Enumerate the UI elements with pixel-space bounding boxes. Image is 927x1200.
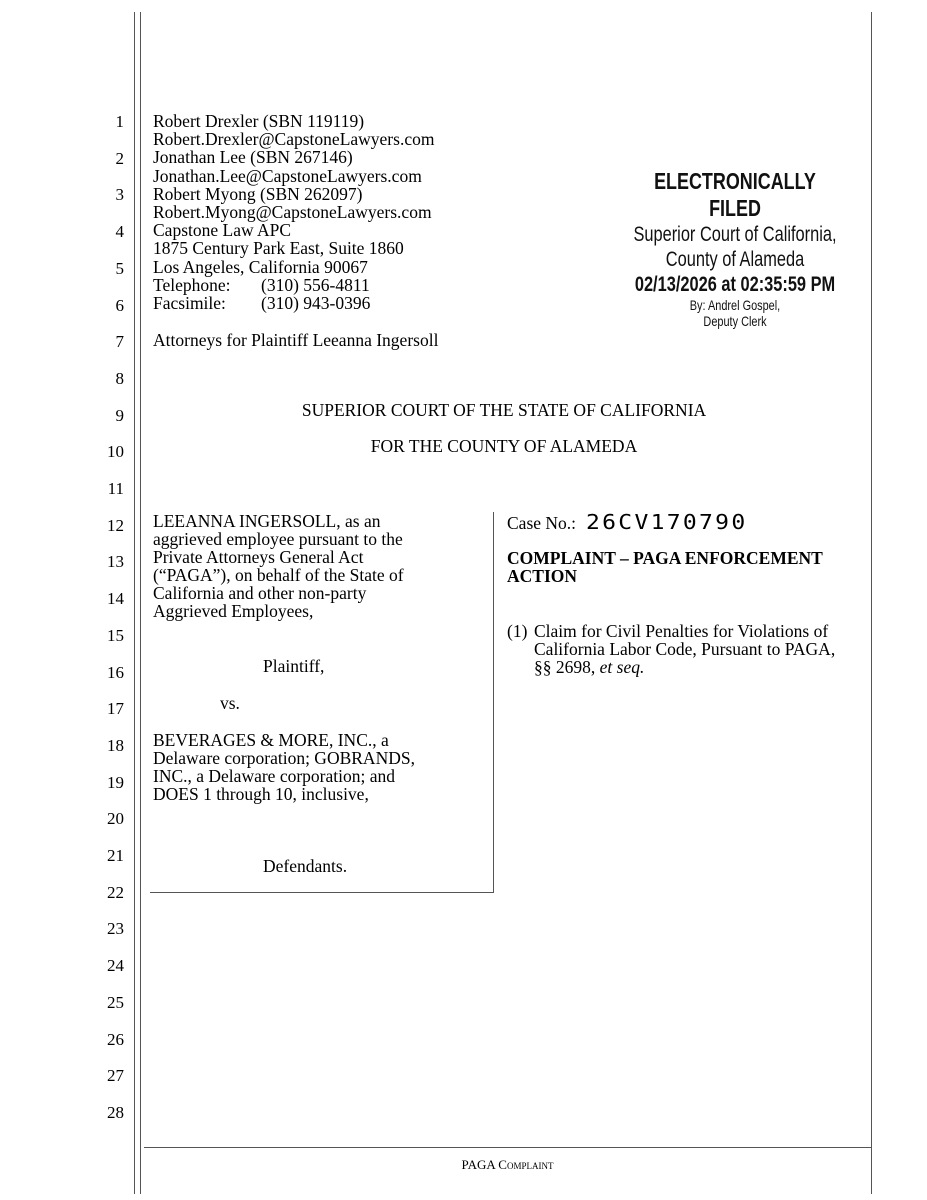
case-number-label: Case No.: — [507, 513, 577, 533]
line-number: 12 — [107, 515, 124, 535]
plaintiff-label: Plaintiff, — [263, 656, 325, 676]
defendants-label: Defendants. — [263, 856, 348, 876]
line-number: 24 — [107, 956, 124, 976]
defendant-line: BEVERAGES & MORE, INC., a — [153, 730, 389, 750]
telephone-line: Telephone: (310) 556-4811 — [153, 274, 370, 295]
line-number: 5 — [115, 258, 124, 278]
line-number: 3 — [115, 185, 124, 205]
plaintiff-line: LEEANNA INGERSOLL, as an — [153, 511, 381, 531]
claim-number: (1) — [507, 621, 528, 641]
line-number: 14 — [107, 589, 124, 609]
line-number: 15 — [107, 625, 124, 645]
defendant-line: DOES 1 through 10, inclusive, — [153, 784, 369, 804]
line-number: 25 — [107, 992, 124, 1012]
attorney-line: Robert Myong (SBN 262097) — [153, 183, 363, 204]
court-county: FOR THE COUNTY OF ALAMEDA — [370, 436, 638, 456]
claim-line: §§ 2698, et seq. — [534, 657, 645, 677]
case-number: 26CV170790 — [586, 510, 748, 534]
defendant-line: Delaware corporation; GOBRANDS, — [153, 748, 415, 768]
claim-line: California Labor Code, Pursuant to PAGA, — [534, 639, 836, 659]
case-number-row — [507, 510, 748, 534]
defendant-block — [153, 731, 415, 803]
line-number: 17 — [107, 699, 124, 719]
line-number: 22 — [107, 882, 124, 902]
line-number: 26 — [107, 1029, 124, 1049]
court-name: SUPERIOR COURT OF THE STATE OF CALIFORNIA — [301, 400, 707, 420]
attorney-line: Robert.Myong@CapstoneLawyers.com — [153, 201, 432, 222]
line-number: 2 — [115, 148, 124, 168]
line-number: 18 — [107, 735, 124, 755]
line-number: 9 — [115, 405, 124, 425]
attorney-line: Robert Drexler (SBN 119119) — [153, 111, 365, 131]
attorney-line: Jonathan.Lee@CapstoneLawyers.com — [153, 165, 422, 186]
line-number: 27 — [107, 1066, 124, 1086]
line-number: 28 — [107, 1102, 124, 1122]
electronic-filing-stamp — [600, 168, 870, 329]
claim-line: Claim for Civil Penalties for Violations of — [534, 621, 829, 641]
plaintiff-line: Aggrieved Employees, — [153, 601, 314, 621]
attorney-line: Jonathan Lee (SBN 267146) — [153, 147, 353, 168]
plaintiff-line: California and other non-party — [153, 583, 367, 603]
plaintiff-line: aggrieved employee pursuant to the — [153, 529, 403, 549]
plaintiff-block — [153, 512, 404, 620]
attorney-line: 1875 Century Park East, Suite 1860 — [153, 238, 404, 259]
line-number: 11 — [107, 479, 124, 498]
document-title-line: COMPLAINT – PAGA ENFORCEMENT — [507, 548, 823, 568]
attorneys-for: Attorneys for Plaintiff Leeanna Ingersoll — [153, 330, 439, 350]
document-title-line: ACTION — [507, 566, 578, 586]
attorney-line: Los Angeles, California 90067 — [153, 256, 368, 277]
stamp-clerk: By: Andrel Gospel, — [689, 297, 781, 313]
line-number: 10 — [107, 442, 124, 462]
attorney-line: Capstone Law APC — [153, 220, 292, 241]
line-number: 16 — [107, 662, 124, 682]
line-number: 8 — [115, 368, 124, 388]
footer-rule — [144, 1147, 871, 1148]
left-margin-rule-outer — [134, 12, 135, 1194]
line-number: 21 — [107, 846, 124, 865]
claim-item — [507, 622, 835, 676]
attorney-block — [153, 112, 434, 312]
plaintiff-line: (“PAGA”), on behalf of the State of — [153, 565, 404, 585]
line-number: 6 — [115, 295, 124, 315]
line-number: 19 — [107, 772, 124, 792]
stamp-datetime: 02/13/2026 at 02:35:59 PM — [634, 273, 836, 296]
line-number: 1 — [115, 112, 124, 131]
stamp-clerk-title: Deputy Clerk — [703, 313, 767, 329]
stamp-county: County of Alameda — [665, 248, 805, 271]
line-number: 7 — [115, 332, 124, 352]
document-title — [507, 549, 823, 585]
attorney-line: Robert.Drexler@CapstoneLawyers.com — [153, 129, 435, 150]
page-footer: PAGA Complaint — [461, 1157, 554, 1172]
stamp-title: ELECTRONICALLY FILED — [654, 168, 816, 221]
stamp-court: Superior Court of California, — [633, 223, 837, 246]
line-number: 13 — [107, 552, 124, 572]
defendant-line: INC., a Delaware corporation; and — [153, 766, 395, 786]
plaintiff-line: Private Attorneys General Act — [153, 547, 364, 567]
line-number: 20 — [107, 809, 124, 829]
versus: vs. — [220, 693, 240, 713]
facsimile-line: Facsimile: (310) 943-0396 — [153, 292, 371, 313]
left-margin-rule-inner — [140, 12, 141, 1194]
line-number: 23 — [107, 919, 124, 939]
line-number: 4 — [115, 222, 124, 242]
right-margin-rule — [871, 12, 872, 1194]
